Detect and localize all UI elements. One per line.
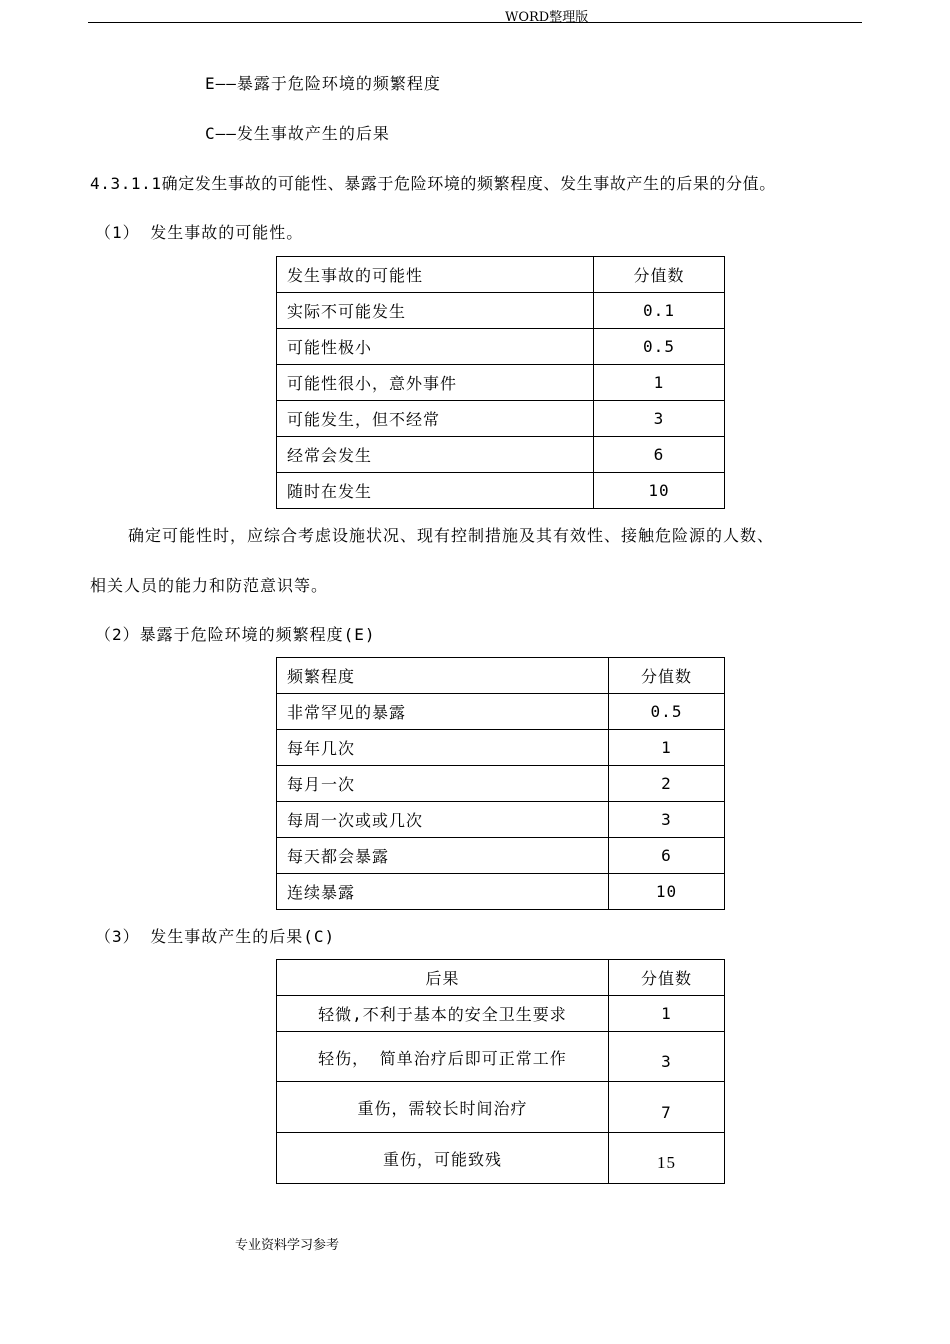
table-cell: 1 bbox=[594, 365, 725, 401]
table-row bbox=[277, 694, 725, 730]
table-cell: 可能性很小，意外事件 bbox=[277, 365, 594, 401]
table-cell: 6 bbox=[594, 437, 725, 473]
table-cell: 非常罕见的暴露 bbox=[277, 694, 609, 730]
table-cell: 每年几次 bbox=[277, 730, 609, 766]
table-cell: 重伤，可能致残 bbox=[277, 1133, 609, 1184]
header-rule bbox=[88, 22, 862, 23]
e-definition: E——暴露于危险环境的频繁程度 bbox=[205, 74, 441, 93]
table-cell: 3 bbox=[609, 1032, 725, 1082]
table-cell: 2 bbox=[609, 766, 725, 802]
table-cell: 重伤，需较长时间治疗 bbox=[277, 1082, 609, 1133]
table-cell: 6 bbox=[609, 838, 725, 874]
table-cell: 可能发生，但不经常 bbox=[277, 401, 594, 437]
table-cell: 每月一次 bbox=[277, 766, 609, 802]
likelihood-table bbox=[276, 256, 725, 509]
table-row bbox=[277, 329, 725, 365]
table-header-row bbox=[277, 960, 725, 996]
table-row bbox=[277, 1082, 725, 1133]
note-line-2: 相关人员的能力和防范意识等。 bbox=[90, 576, 329, 595]
table-header-cell: 频繁程度 bbox=[277, 658, 609, 694]
table-row bbox=[277, 401, 725, 437]
table-row bbox=[277, 1133, 725, 1184]
table-row bbox=[277, 838, 725, 874]
table-cell: 连续暴露 bbox=[277, 874, 609, 910]
table-row bbox=[277, 996, 725, 1032]
table-cell: 经常会发生 bbox=[277, 437, 594, 473]
table-cell: 每天都会暴露 bbox=[277, 838, 609, 874]
table-row bbox=[277, 437, 725, 473]
table-cell: 3 bbox=[594, 401, 725, 437]
section-heading: 4.3.1.1确定发生事故的可能性、暴露于危险环境的频繁程度、发生事故产生的后果的分值。 bbox=[90, 174, 776, 193]
table-row bbox=[277, 1032, 725, 1082]
table-header-cell: 分值数 bbox=[609, 960, 725, 996]
table-cell: 10 bbox=[609, 874, 725, 910]
note-line-1: 确定可能性时，应综合考虑设施状况、现有控制措施及其有效性、接触危险源的人数、 bbox=[128, 526, 775, 545]
table-cell: 每周一次或或几次 bbox=[277, 802, 609, 838]
page-footer: 专业资料学习参考 bbox=[235, 1237, 340, 1252]
c-definition: C——发生事故产生的后果 bbox=[205, 124, 390, 143]
table-cell: 轻微,不利于基本的安全卫生要求 bbox=[277, 996, 609, 1032]
table-cell: 实际不可能发生 bbox=[277, 293, 594, 329]
page-header: WORD整理版 bbox=[505, 10, 589, 25]
subheading-exposure: （2）暴露于危险环境的频繁程度(E) bbox=[95, 625, 376, 644]
table-cell: 7 bbox=[609, 1082, 725, 1133]
table-cell: 1 bbox=[609, 996, 725, 1032]
table-row bbox=[277, 293, 725, 329]
table-row bbox=[277, 802, 725, 838]
table-cell: 轻伤， 简单治疗后即可正常工作 bbox=[277, 1032, 609, 1082]
table-header-cell: 后果 bbox=[277, 960, 609, 996]
table-header-cell: 发生事故的可能性 bbox=[277, 257, 594, 293]
table-row bbox=[277, 730, 725, 766]
table-cell: 随时在发生 bbox=[277, 473, 594, 509]
table-row bbox=[277, 473, 725, 509]
consequence-table bbox=[276, 959, 725, 1184]
table-cell: 3 bbox=[609, 802, 725, 838]
table-header-cell: 分值数 bbox=[594, 257, 725, 293]
exposure-table bbox=[276, 657, 725, 910]
table-cell: 可能性极小 bbox=[277, 329, 594, 365]
table-cell: 1 bbox=[609, 730, 725, 766]
table-header-row bbox=[277, 257, 725, 293]
table-cell: 0.5 bbox=[594, 329, 725, 365]
table-cell: 0.5 bbox=[609, 694, 725, 730]
subheading-consequence: （3） 发生事故产生的后果(C) bbox=[95, 927, 336, 946]
table-cell: 15 bbox=[609, 1133, 725, 1184]
table-row bbox=[277, 365, 725, 401]
table-cell: 10 bbox=[594, 473, 725, 509]
table-header-cell: 分值数 bbox=[609, 658, 725, 694]
table-cell: 0.1 bbox=[594, 293, 725, 329]
table-header-row bbox=[277, 658, 725, 694]
table-row bbox=[277, 766, 725, 802]
table-row bbox=[277, 874, 725, 910]
subheading-likelihood: （1） 发生事故的可能性。 bbox=[95, 223, 304, 242]
